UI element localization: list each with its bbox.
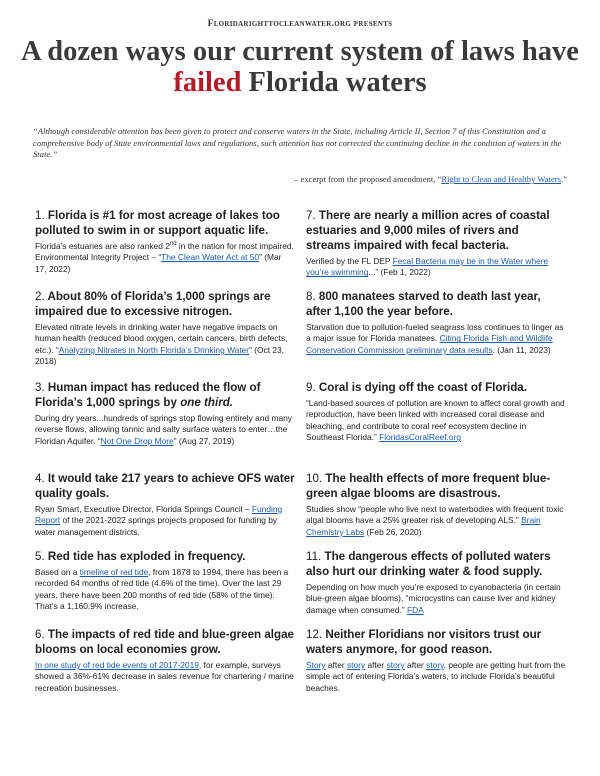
item-heading-text: Neither Floridians nor visitors trust our waters anymore, for good reason. xyxy=(306,628,542,656)
story-link-2[interactable]: story xyxy=(346,660,366,670)
body-text: Studies show “people who live next to waterbodies with frequent toxic algal blooms have a 25% greater risk of developing ALS.” xyxy=(306,504,564,526)
body-text: . (Jan 11, 2023) xyxy=(492,344,551,355)
body-text: in the nation for most impaired. Environmental Integrity Project – “ xyxy=(35,241,294,263)
item-heading-text: 800 manatees starved to death last year, after 1,100 the year before. xyxy=(306,290,541,318)
item-5 xyxy=(35,549,295,613)
item-heading-text: The impacts of red tide and blue-green algae blooms on local economies grow. xyxy=(35,628,295,656)
source-link[interactable]: timeline of red tide xyxy=(79,567,149,577)
item-number: 6. xyxy=(35,628,45,641)
item-heading-text: The health effects of more frequent blue-green algae blooms are disastrous. xyxy=(306,472,551,500)
title-text-1: A dozen ways our current system of laws have xyxy=(21,36,579,67)
item-heading-text: The dangerous effects of polluted waters also hurt our drinking water & food supply. xyxy=(306,550,551,578)
item-heading xyxy=(306,471,566,501)
item-number: 12. xyxy=(306,628,323,641)
source-link[interactable]: Analyzing Nitrates in North Florida’s Drinking Water xyxy=(58,344,250,355)
body-text: after xyxy=(325,660,347,670)
item-4 xyxy=(35,471,295,538)
body-text: (Feb 26, 2020) xyxy=(364,526,422,537)
item-number: 2. xyxy=(35,290,45,303)
page-title xyxy=(20,36,580,98)
body-text: ...” (Feb 1, 2022) xyxy=(368,267,431,278)
item-number: 9. xyxy=(306,381,316,394)
item-heading-text: There are nearly a million acres of coastal estuaries and 9,000 miles of rivers and streams impaired with fecal bacteria. xyxy=(306,209,550,252)
attribution-suffix: .” xyxy=(561,174,567,184)
item-body xyxy=(35,660,295,694)
source-link[interactable]: Citing Florida Fish and Wildlife Conservation Commission preliminary data results xyxy=(306,333,553,355)
item-number: 3. xyxy=(35,381,45,394)
item-heading-text: Coral is dying off the coast of Florida. xyxy=(318,381,527,394)
item-number: 8. xyxy=(306,290,316,303)
item-body xyxy=(306,582,566,616)
item-heading xyxy=(35,289,295,319)
item-heading xyxy=(306,380,566,395)
body-text: Starvation due to pollution-fueled seagrass loss continues to linger as a major issue for Florida manatees. xyxy=(306,322,564,344)
item-heading-text: It would take 217 years to achieve OFS water quality goals. xyxy=(35,472,295,500)
source-link[interactable]: FDA xyxy=(407,604,424,615)
title-highlight-failed: failed xyxy=(173,67,242,98)
item-1 xyxy=(35,208,295,275)
item-body xyxy=(306,504,566,538)
item-body xyxy=(306,322,566,356)
quote-attribution xyxy=(294,174,567,184)
body-text: , people are getting hurt from the simple act of entering Florida’s waters, to include Florida’s beautiful beaches. xyxy=(306,660,566,693)
item-heading-text: About 80% of Florida’s 1,000 springs are impaired due to excessive nitrogen. xyxy=(35,290,271,318)
source-link[interactable]: The Clean Water Act at 50 xyxy=(161,252,260,263)
item-12 xyxy=(306,627,566,694)
body-text: , for example, surveys showed a 36%-61% decrease in sales revenue for chartering / marine recreation businesses. xyxy=(35,660,294,693)
item-body xyxy=(35,241,295,275)
item-body xyxy=(35,504,295,538)
story-link-1[interactable]: Story xyxy=(306,660,326,670)
item-7 xyxy=(306,208,566,279)
item-number: 10. xyxy=(306,472,323,485)
ordinal-suffix: nd xyxy=(169,241,177,248)
item-body xyxy=(306,398,566,444)
attribution-prefix: – excerpt from the proposed amendment, “ xyxy=(294,174,442,184)
story-link-3[interactable]: story xyxy=(386,660,405,670)
item-heading xyxy=(306,289,566,319)
item-number: 4. xyxy=(35,472,45,485)
body-text: Elevated nitrate levels in drinking water have negative impacts on human health (reduced blood oxygen, certain cancers, birth defects, etc.). “ xyxy=(35,322,288,355)
body-text: Verified by the FL DEP xyxy=(306,256,393,266)
item-heading xyxy=(306,549,566,579)
item-number: 1. xyxy=(35,209,45,222)
item-10 xyxy=(306,471,566,538)
body-text: During dry years...hundreds of springs stop flowing entirely and many reverse flows, allowing tannic and salty surface waters to enter…the Floridan Aquifer. “ xyxy=(35,413,292,446)
item-heading-text: Florida is #1 for most acreage of lakes too polluted to swim in or support aquatic life. xyxy=(35,209,280,237)
body-text: ” (Oct 23, 2018) xyxy=(35,344,285,367)
item-11 xyxy=(306,549,566,616)
item-number: 11. xyxy=(306,550,322,563)
item-heading xyxy=(35,208,295,238)
item-heading xyxy=(35,627,295,657)
body-text: , from 1878 to 1994, there has been a recorded 64 months of red tide (4.6% of the time). Over the last 29 years, there have been 200 months of red tide (58% of the time). That’s a 1,160.9% increase. xyxy=(35,567,289,612)
item-body xyxy=(306,660,566,694)
item-heading xyxy=(306,208,566,253)
source-link[interactable]: FloridasCoralReef.org xyxy=(379,432,462,443)
item-6 xyxy=(35,627,295,694)
item-heading-text: Human impact has reduced the flow of Florida’s 1,000 springs by xyxy=(35,381,261,409)
body-text: “Land-based sources of pollution are known to affect coral growth and reproduction, have been linked with increased coral disease and bleaching, and contribute to coral reef ecosystem decline in Southeast Florida.” xyxy=(306,398,565,443)
item-heading xyxy=(35,471,295,501)
title-text-2: Florida waters xyxy=(241,67,427,98)
item-heading-emphasis: one third. xyxy=(180,396,234,409)
item-heading xyxy=(306,627,566,657)
source-link[interactable]: In one study of red tide events of 2017-2019 xyxy=(35,660,199,670)
source-link[interactable]: Not One Drop More xyxy=(100,435,174,446)
item-2 xyxy=(35,289,295,368)
body-text: Ryan Smart, Executive Director, Florida Springs Council – xyxy=(35,504,252,514)
body-text: Based on a xyxy=(35,567,80,577)
item-heading xyxy=(35,549,295,564)
amendment-link[interactable]: Right to Clean and Healthy Waters xyxy=(441,174,562,184)
source-link[interactable]: Fecal Bacteria may be in the Water where you’re swimming xyxy=(306,256,549,278)
body-text: Depending on how much you’re exposed to cyanobacteria (in certain blue-green algae blooms), “microcystins can cause liver and kidney damage when consumed.” xyxy=(306,582,561,615)
story-link-4[interactable]: story xyxy=(426,660,444,670)
amendment-quote: “Although considerable attention has been given to protect and conserve waters in the State, including Article II, Section 7 of this Constitution and a comprehensive body of State environmental laws and regulations, such attention has not corrected the continuing decline in the condition of waters in the State.” xyxy=(33,126,562,160)
item-8 xyxy=(306,289,566,356)
item-heading xyxy=(35,380,295,410)
source-link[interactable]: Brain Chemistry Labs xyxy=(306,515,541,537)
source-link[interactable]: Funding Report xyxy=(35,504,283,526)
item-number: 7. xyxy=(306,209,316,222)
body-text: after xyxy=(365,660,387,670)
body-text: Florida’s estuaries are also ranked 2 xyxy=(35,241,170,251)
body-text: ” (Mar 17, 2022) xyxy=(35,252,282,274)
item-heading-text: Red tide has exploded in frequency. xyxy=(47,550,246,563)
item-number: 5. xyxy=(35,550,45,563)
item-body xyxy=(35,322,295,368)
item-body xyxy=(35,567,295,613)
item-body xyxy=(306,256,566,279)
body-text: of the 2021-2022 springs projects proposed for funding by water management districts. xyxy=(35,515,278,537)
presenter-line: Floridarighttocleanwater.org presents xyxy=(207,19,393,29)
body-text: after xyxy=(404,660,427,670)
item-9 xyxy=(306,380,566,444)
item-3 xyxy=(35,380,295,447)
body-text: ” (Aug 27, 2019) xyxy=(173,435,235,446)
item-body xyxy=(35,413,295,447)
